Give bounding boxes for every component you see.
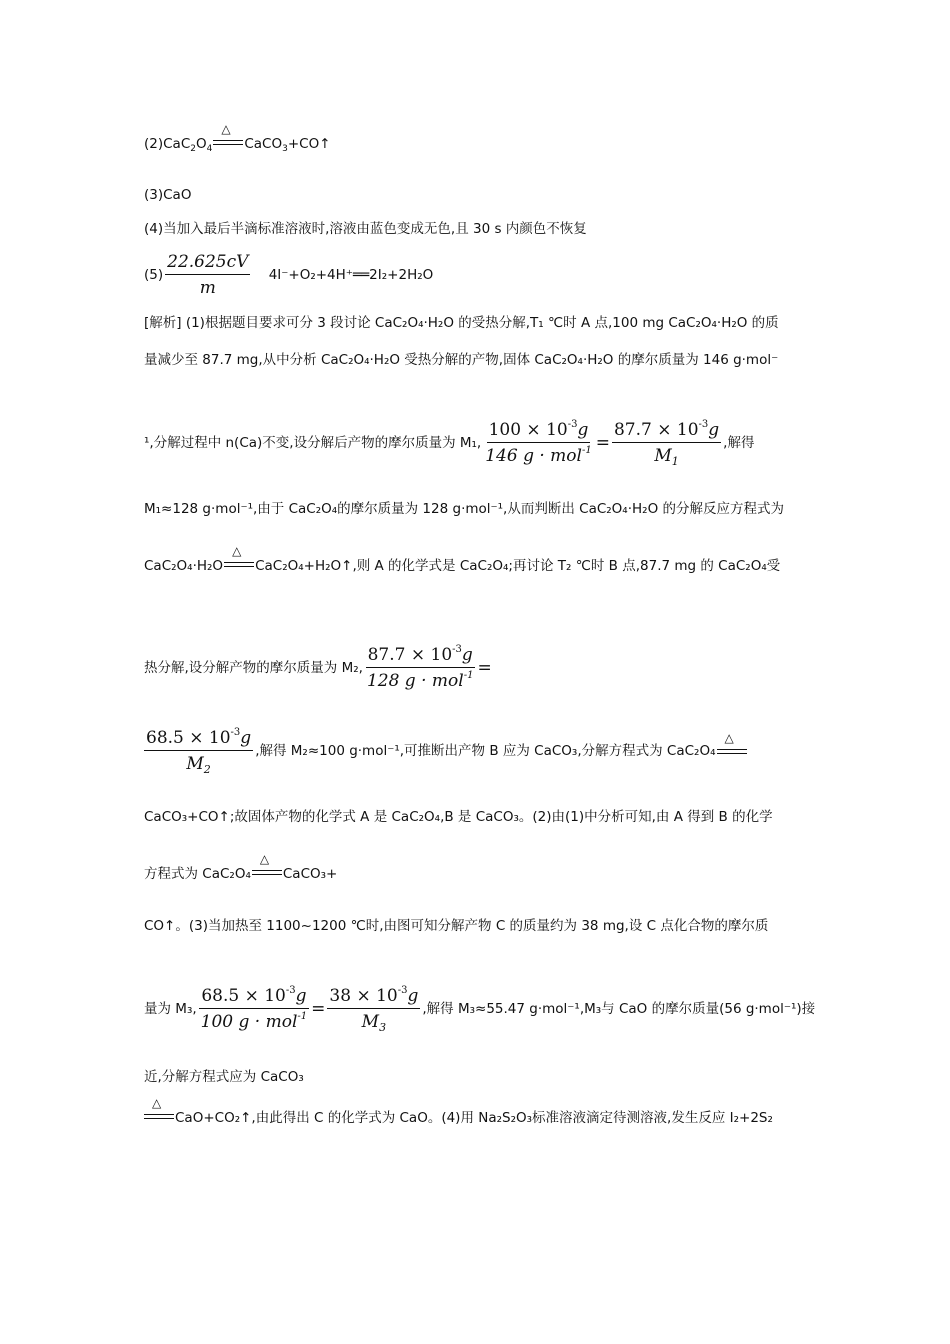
- analysis-line-1: [解析] (1)根据题目要求可分 3 段讨论 CaC₂O₄·H₂O 的受热分解,T₁ ℃时 A 点,100 mg CaC₂O₄·H₂O 的质: [144, 315, 779, 331]
- analysis-line-4: M₁≈128 g·mol⁻¹,由于 CaC₂O₄的摩尔质量为 128 g·mol⁻¹,从而判断出 CaC₂O₄·H₂O 的分解反应方程式为: [144, 501, 784, 517]
- analysis-line-3: ¹,分解过程中 n(Ca)不变,设分解后产物的摩尔质量为 M₁, $\frac{100 \times 10^{-3}g}{146 g \cdot mol^{-1}}$ = $\frac{87.7 \times 10^{-3}g}{M_1}$ ,解得: [144, 419, 755, 468]
- fraction-2: $\frac{87.7 \times 10^{-3}g}{M_1}$: [613, 419, 720, 468]
- analysis-line-8: CaCO₃+CO↑;故固体产物的化学式 A 是 CaC₂O₄,B 是 CaCO₃。(2)由(1)中分析可知,由 A 得到 B 的化学: [144, 809, 773, 825]
- answer-3: (3)CaO: [144, 187, 192, 203]
- analysis-line-6: 热分解,设分解产物的摩尔质量为 M₂, $\frac{87.7 \times 10^{-3}g}{128 g \cdot mol^{-1}}$ =: [144, 644, 492, 691]
- analysis-line-10: CO↑。(3)当加热至 1100~1200 ℃时,由图可知分解产物 C 的质量约为 38 mg,设 C 点化合物的摩尔质: [144, 918, 769, 934]
- analysis-line-2: 量减少至 87.7 mg,从中分析 CaC₂O₄·H₂O 受热分解的产物,固体 CaC₂O₄·H₂O 的摩尔质量为 146 g·mol⁻: [144, 352, 779, 368]
- heat-equals-sign: △: [213, 137, 243, 147]
- heat-equals-sign: △: [224, 559, 254, 569]
- answer-4: (4)当加入最后半滴标准溶液时,溶液由蓝色变成无色,且 30 s 内颜色不恢复: [144, 221, 587, 237]
- heat-equals-sign: △: [717, 746, 747, 756]
- answer-2: $(2)CaC_2O_4$ △ CaCO$_3$+CO↑: [144, 122, 331, 154]
- analysis-line-11: 量为 M₃, $\frac{68.5 \times 10^{-3}g}{100 g \cdot mol^{-1}}$ = $\frac{38 \times 10^{-3}g}{M_3}$ ,解得 M₃≈55.47 g·mol⁻¹,M₃与 CaO 的摩尔质量(56 g·mol⁻¹)接: [144, 985, 816, 1034]
- heat-equals-sign: △: [144, 1111, 174, 1121]
- answer-5-fraction: $\frac{22.625cV}{m}$: [167, 252, 249, 298]
- fraction-1: $\frac{100 \times 10^{-3}g}{146 g \cdot mol^{-1}}$: [485, 419, 592, 466]
- analysis-line-12: 近,分解方程式应为 CaCO₃: [144, 1069, 304, 1085]
- answer-5: (5) $\frac{22.625cV}{m}$ 4I⁻+O₂+4H⁺══2I₂+2H₂O: [144, 252, 434, 298]
- analysis-line-9: 方程式为 CaC₂O₄ △ CaCO₃+: [144, 852, 338, 882]
- heat-equals-sign: △: [252, 867, 282, 877]
- analysis-line-5: CaC₂O₄·H₂O △ CaC₂O₄+H₂O↑,则 A 的化学式是 CaC₂O₄;再讨论 T₂ ℃时 B 点,87.7 mg 的 CaC₂O₄受: [144, 544, 781, 574]
- analysis-line-7: $\frac{68.5 \times 10^{-3}g}{M_2}$ ,解得 M₂≈100 g·mol⁻¹,可推断出产物 B 应为 CaCO₃,分解方程式为 CaC₂O₄ △: [144, 728, 748, 774]
- fraction-4: $\frac{68.5 \times 10^{-3}g}{M_2}$: [146, 727, 252, 776]
- fraction-3: $\frac{87.7 \times 10^{-3}g}{128 g \cdot mol^{-1}}$: [366, 644, 474, 691]
- fraction-6: $\frac{38 \times 10^{-3}g}{M_3}$: [329, 985, 419, 1034]
- fraction-5: $\frac{68.5 \times 10^{-3}g}{100 g \cdot mol^{-1}}$: [200, 985, 308, 1032]
- analysis-line-13: △ CaO+CO₂↑,由此得出 C 的化学式为 CaO。(4)用 Na₂S₂O₃标准溶液滴定待测溶液,发生反应 I₂+2S₂: [144, 1109, 773, 1127]
